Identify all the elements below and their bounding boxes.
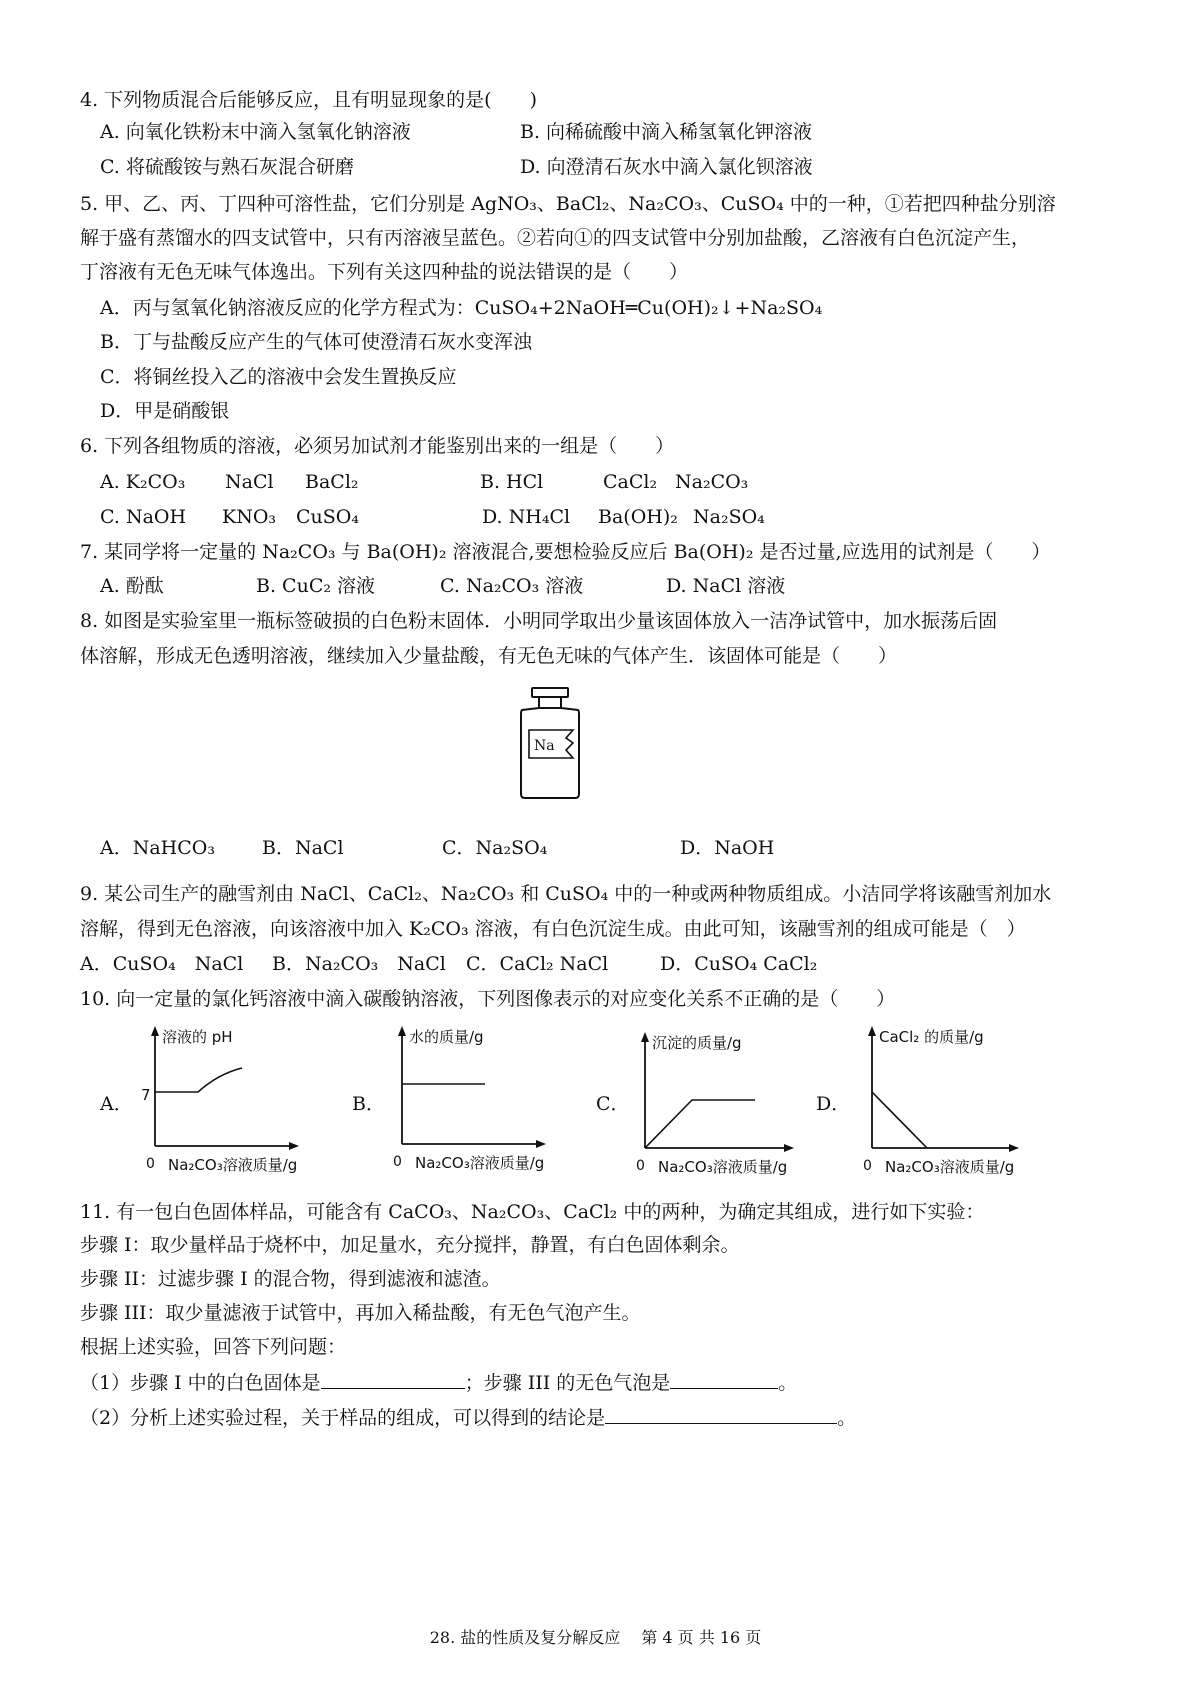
- q5-stem-line2: 解于盛有蒸馏水的四支试管中，只有丙溶液呈蓝色。②若向①的四支试管中分别加盐酸，乙溶液有白色沉淀产生，: [80, 227, 1031, 249]
- q6-option-a-1: A. K₂CO₃: [100, 471, 186, 493]
- graph-b-origin: 0: [393, 1154, 402, 1170]
- graph-d-ylabel: CaCl₂ 的质量/g: [879, 1028, 984, 1046]
- reagent-bottle-figure: [518, 686, 582, 802]
- q6-option-d-1: D. NH₄Cl: [482, 506, 571, 528]
- q8-option-c: C．Na₂SO₄: [442, 837, 548, 859]
- q5-option-d: D．甲是硝酸银: [100, 400, 230, 422]
- q5-option-a: A．丙与氢氧化钠溶液反应的化学方程式为：CuSO₄+2NaOH═Cu(OH)₂↓+Na₂SO₄: [100, 297, 823, 319]
- q7-option-a: A. 酚酞: [100, 575, 164, 597]
- q9-option-d: D．CuSO₄ CaCl₂: [660, 953, 818, 975]
- q11-sub1-text-b: ；步骤 III 的无色气泡是: [464, 1372, 671, 1394]
- q11-intro: 根据上述实验，回答下列问题：: [80, 1336, 347, 1358]
- q4-option-b: B. 向稀硫酸中滴入稀氢氧化钾溶液: [520, 121, 813, 143]
- q6-option-c-2: KNO₃: [222, 506, 277, 528]
- graph-a-origin: 0: [146, 1156, 155, 1172]
- q8-option-b: B．NaCl: [262, 837, 344, 859]
- q6-option-b-2: CaCl₂: [603, 471, 658, 493]
- q9-option-a: A．CuSO₄ NaCl: [80, 953, 244, 975]
- q10-graph-a: [138, 1020, 318, 1180]
- q9-stem-line1: 9. 某公司生产的融雪剂由 NaCl、CaCl₂、Na₂CO₃ 和 CuSO₄ 中的一种或两种物质组成。小洁同学将该融雪剂加水: [80, 883, 1052, 905]
- q9-option-b: B．Na₂CO₃ NaCl: [272, 953, 446, 975]
- q6-option-b-3: Na₂CO₃: [675, 471, 749, 493]
- graph-a-ytick-7: 7: [141, 1086, 151, 1104]
- q11-sub2-text-b: 。: [837, 1407, 857, 1429]
- graph-d-x-arrow: [1009, 1144, 1019, 1152]
- graph-d-origin: 0: [863, 1158, 872, 1174]
- q10-stem: 10. 向一定量的氯化钙溶液中滴入碳酸钠溶液，下列图像表示的对应变化关系不正确的是（ ）: [80, 988, 896, 1010]
- q6-option-d-2: Ba(OH)₂: [598, 506, 678, 528]
- q11-sub1-blank-2[interactable]: [670, 1370, 778, 1389]
- q11-sub1: [80, 1370, 797, 1395]
- q11-sub1-text-c: 。: [778, 1372, 798, 1394]
- q8-option-d: D．NaOH: [680, 837, 775, 859]
- q4-option-a: A. 向氧化铁粉末中滴入氢氧化钠溶液: [100, 121, 411, 143]
- q8-option-a: A．NaHCO₃: [100, 837, 215, 859]
- graph-b-xlabel: Na₂CO₃溶液质量/g: [415, 1154, 545, 1172]
- q11-sub2: [80, 1405, 856, 1430]
- q10-graph-a-letter: A．: [100, 1093, 133, 1115]
- q5-stem-line1: 5. 甲、乙、丙、丁四种可溶性盐，它们分别是 AgNO₃、BaCl₂、Na₂CO₃、CuSO₄ 中的一种，①若把四种盐分别溶: [80, 193, 1056, 215]
- graph-a-curve: [155, 1068, 242, 1092]
- q4-option-c: C. 将硫酸铵与熟石灰混合研磨: [100, 156, 354, 178]
- q11-stem: 11. 有一包白色固体样品，可能含有 CaCO₃、Na₂CO₃、CaCl₂ 中的两种，为确定其组成，进行如下实验：: [80, 1201, 985, 1223]
- q10-graph-b-letter: B．: [352, 1093, 385, 1115]
- graph-c-ylabel: 沉淀的质量/g: [652, 1034, 742, 1052]
- q10-graph-b: [385, 1020, 565, 1180]
- q10-graph-d-letter: D．: [816, 1093, 851, 1115]
- graph-a-ylabel: 溶液的 pH: [162, 1028, 233, 1046]
- q6-option-a-3: BaCl₂: [305, 471, 359, 493]
- q6-option-c-3: CuSO₄: [296, 506, 359, 528]
- graph-c-origin: 0: [636, 1158, 645, 1174]
- graph-d-y-arrow: [868, 1026, 876, 1036]
- q9-stem-line2: 溶解，得到无色溶液，向该溶液中加入 K₂CO₃ 溶液，有白色沉淀生成。由此可知，该融雪剂的组成可能是（ ）: [80, 918, 1026, 940]
- graph-b-x-arrow: [536, 1140, 546, 1148]
- graph-a-x-arrow: [289, 1142, 299, 1150]
- page-footer: 28. 盐的性质及复分解反应 第 4 页 共 16 页: [429, 1628, 762, 1647]
- q11-sub2-blank[interactable]: [605, 1405, 837, 1424]
- q11-sub2-text-a: （2）分析上述实验过程，关于样品的组成，可以得到的结论是: [80, 1407, 606, 1429]
- graph-d-line: [872, 1092, 927, 1148]
- q7-stem: 7. 某同学将一定量的 Na₂CO₃ 与 Ba(OH)₂ 溶液混合,要想检验反应后 Ba(OH)₂ 是否过量,应选用的试剂是（ ）: [80, 541, 1051, 563]
- q5-option-c: C．将铜丝投入乙的溶液中会发生置换反应: [100, 366, 457, 388]
- q11-step-3: 步骤 III：取少量滤液于试管中，再加入稀盐酸，有无色气泡产生。: [80, 1302, 641, 1324]
- q9-option-c: C．CaCl₂ NaCl: [466, 953, 609, 975]
- graph-a-y-arrow: [151, 1026, 159, 1036]
- q11-sub1-blank-1[interactable]: [321, 1370, 465, 1389]
- graph-c-xlabel: Na₂CO₃溶液质量/g: [658, 1158, 788, 1176]
- q5-option-b: B．丁与盐酸反应产生的气体可使澄清石灰水变浑浊: [100, 331, 532, 353]
- q10-graph-c-letter: C．: [596, 1093, 630, 1115]
- q4-stem: 4. 下列物质混合后能够反应，且有明显现象的是( ): [80, 89, 537, 111]
- q6-option-b-1: B. HCl: [480, 471, 544, 493]
- bottle-label-text: Na: [534, 738, 555, 754]
- q7-option-c: C. Na₂CO₃ 溶液: [440, 575, 584, 597]
- q5-stem-line3: 丁溶液有无色无味气体逸出。下列有关这四种盐的说法错误的是（ ）: [80, 261, 689, 283]
- q6-stem: 6. 下列各组物质的溶液，必须另加试剂才能鉴别出来的一组是（ ）: [80, 435, 675, 457]
- q8-stem-line2: 体溶解，形成无色透明溶液，继续加入少量盐酸，有无色无味的气体产生．该固体可能是（ ）: [80, 645, 898, 667]
- q10-graph-d: [855, 1020, 1045, 1180]
- q7-option-d: D. NaCl 溶液: [666, 575, 786, 597]
- q11-sub1-text-a: （1）步骤 I 中的白色固体是: [80, 1372, 321, 1394]
- graph-c-line: [645, 1100, 755, 1148]
- q11-step-2: 步骤 II：过滤步骤 I 的混合物，得到滤液和滤渣。: [80, 1268, 501, 1290]
- q6-option-d-3: Na₂SO₄: [693, 506, 765, 528]
- graph-a-xlabel: Na₂CO₃溶液质量/g: [168, 1156, 298, 1174]
- graph-c-x-arrow: [784, 1144, 794, 1152]
- q7-option-b: B. CuC₂ 溶液: [256, 575, 376, 597]
- q6-option-c-1: C. NaOH: [100, 506, 187, 528]
- graph-c-y-arrow: [641, 1032, 649, 1042]
- q6-option-a-2: NaCl: [225, 471, 274, 493]
- graph-b-ylabel: 水的质量/g: [409, 1028, 484, 1046]
- q10-graph-c: [628, 1020, 808, 1180]
- q8-stem-line1: 8. 如图是实验室里一瓶标签破损的白色粉末固体．小明同学取出少量该固体放入一洁净试管中，加水振荡后固: [80, 610, 998, 632]
- graph-d-xlabel: Na₂CO₃溶液质量/g: [885, 1158, 1015, 1176]
- graph-b-y-arrow: [398, 1026, 406, 1036]
- q4-option-d: D. 向澄清石灰水中滴入氯化钡溶液: [520, 156, 813, 178]
- q11-step-1: 步骤 I：取少量样品于烧杯中，加足量水，充分搅拌，静置，有白色固体剩余。: [80, 1234, 740, 1256]
